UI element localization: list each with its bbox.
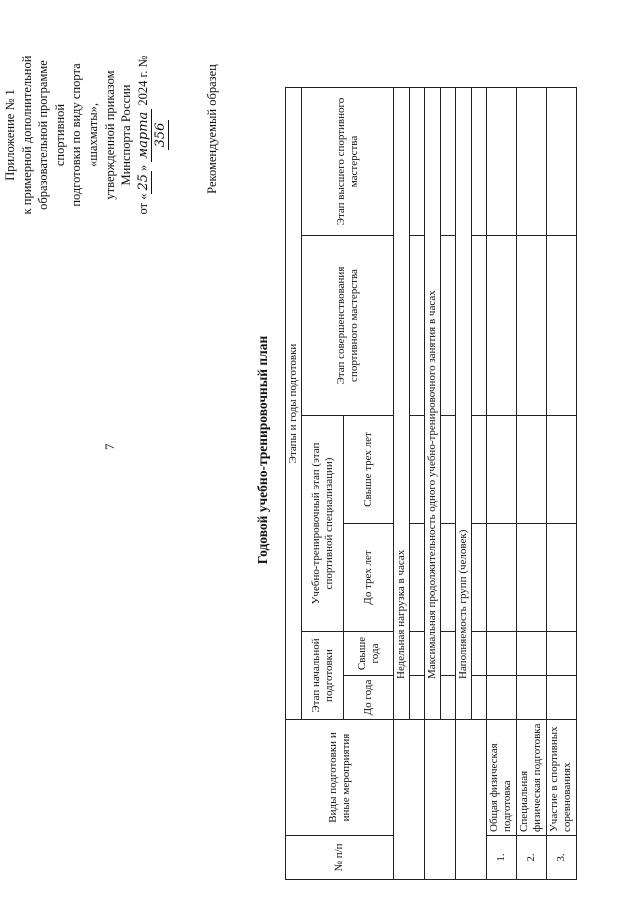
appendix-line: образовательной программе спортивной [36,60,67,210]
table-cell [472,416,487,524]
table-cell [487,416,517,524]
table-cell [410,88,425,236]
table-cell [547,524,577,632]
table-cell [547,632,577,676]
recommended-sample-label: Рекомендуемый образец [205,64,219,194]
table-row [517,88,547,880]
row-label: Общая физическая подготовка [487,720,517,836]
table-cell [487,524,517,632]
table-cell [441,632,456,676]
table-cell [410,236,425,416]
header-improvement-stage: Этап совершенствования спортивного мастерства [302,236,394,416]
table-cell [472,676,487,720]
header-stages: Этапы и годы подготовки [286,88,302,720]
table-cell [547,88,577,236]
table-cell [517,416,547,524]
header-num: № п/п [286,836,394,880]
appendix-line: Приложение № 1 [3,89,17,181]
table-cell [487,676,517,720]
table-cell [441,524,456,632]
header-over-three-years: Свыше трех лет [344,416,394,524]
table-cell [547,236,577,416]
header-training-stage: Учебно-тренировочный этап (этап спортивной специализации) [302,416,344,632]
table-cell [517,236,547,416]
row-number: 3. [547,836,577,880]
table-cell [441,416,456,524]
weekly-load-label: Недельная нагрузка в часах [394,88,410,720]
header-over-year: Свыше года [344,632,394,676]
table-cell [472,88,487,236]
empty-cell [456,720,487,880]
max-duration-label: Максимальная продолжительность одного учебно-тренировочного занятия в часах [425,88,441,720]
empty-cell [425,720,456,880]
date-day: 25 [136,171,152,194]
empty-cell [394,720,425,880]
appendix-line: утвержденной приказом [102,70,117,200]
document-title: Годовой учебно-тренировочный план [255,335,270,565]
appendix-note [2,45,170,225]
page-number: 7 [102,443,117,450]
row-number: 2. [517,836,547,880]
header-higher-stage: Этап высшего спортивного мастерства [302,88,394,236]
table-cell [487,236,517,416]
table-cell [547,676,577,720]
table-cell [410,416,425,524]
table-cell [487,632,517,676]
row-label: Специальная физическая подготовка [517,720,547,836]
order-number: 356 [153,120,169,151]
table-cell [517,632,547,676]
table-row [547,88,577,880]
appendix-line: к примерной дополнительной [19,55,34,215]
order-date-line [135,45,170,225]
date-month: марта [136,109,152,162]
header-up-to-three-years: До трех лет [344,524,394,632]
table-cell [441,676,456,720]
header-activities: Виды подготовки и иные мероприятия [286,720,394,836]
table-cell [517,524,547,632]
table-cell [441,236,456,416]
date-mid: » [135,161,150,171]
table-cell [410,524,425,632]
date-prefix: от « [135,193,150,215]
table-cell [410,632,425,676]
table-cell [487,88,517,236]
header-initial-stage: Этап начальной подготовки [302,632,344,720]
appendix-line: подготовки по виду спорта «шахматы», [69,63,100,207]
group-size-label: Наполняемость групп (человек) [456,88,472,720]
row-label: Участие в спортивных соревнованиях [547,720,577,836]
row-number: 1. [487,836,517,880]
table-cell [472,236,487,416]
table-cell [441,88,456,236]
appendix-line: Минспорта России [119,84,134,186]
table-cell [472,632,487,676]
header-up-to-year: До года [344,676,394,720]
table-cell [517,88,547,236]
table-row [487,88,517,880]
table-cell [472,524,487,632]
table-cell [410,676,425,720]
training-plan-table [285,87,577,880]
table-cell [547,416,577,524]
table-cell [517,676,547,720]
date-year: 2024 г. № [135,55,150,109]
